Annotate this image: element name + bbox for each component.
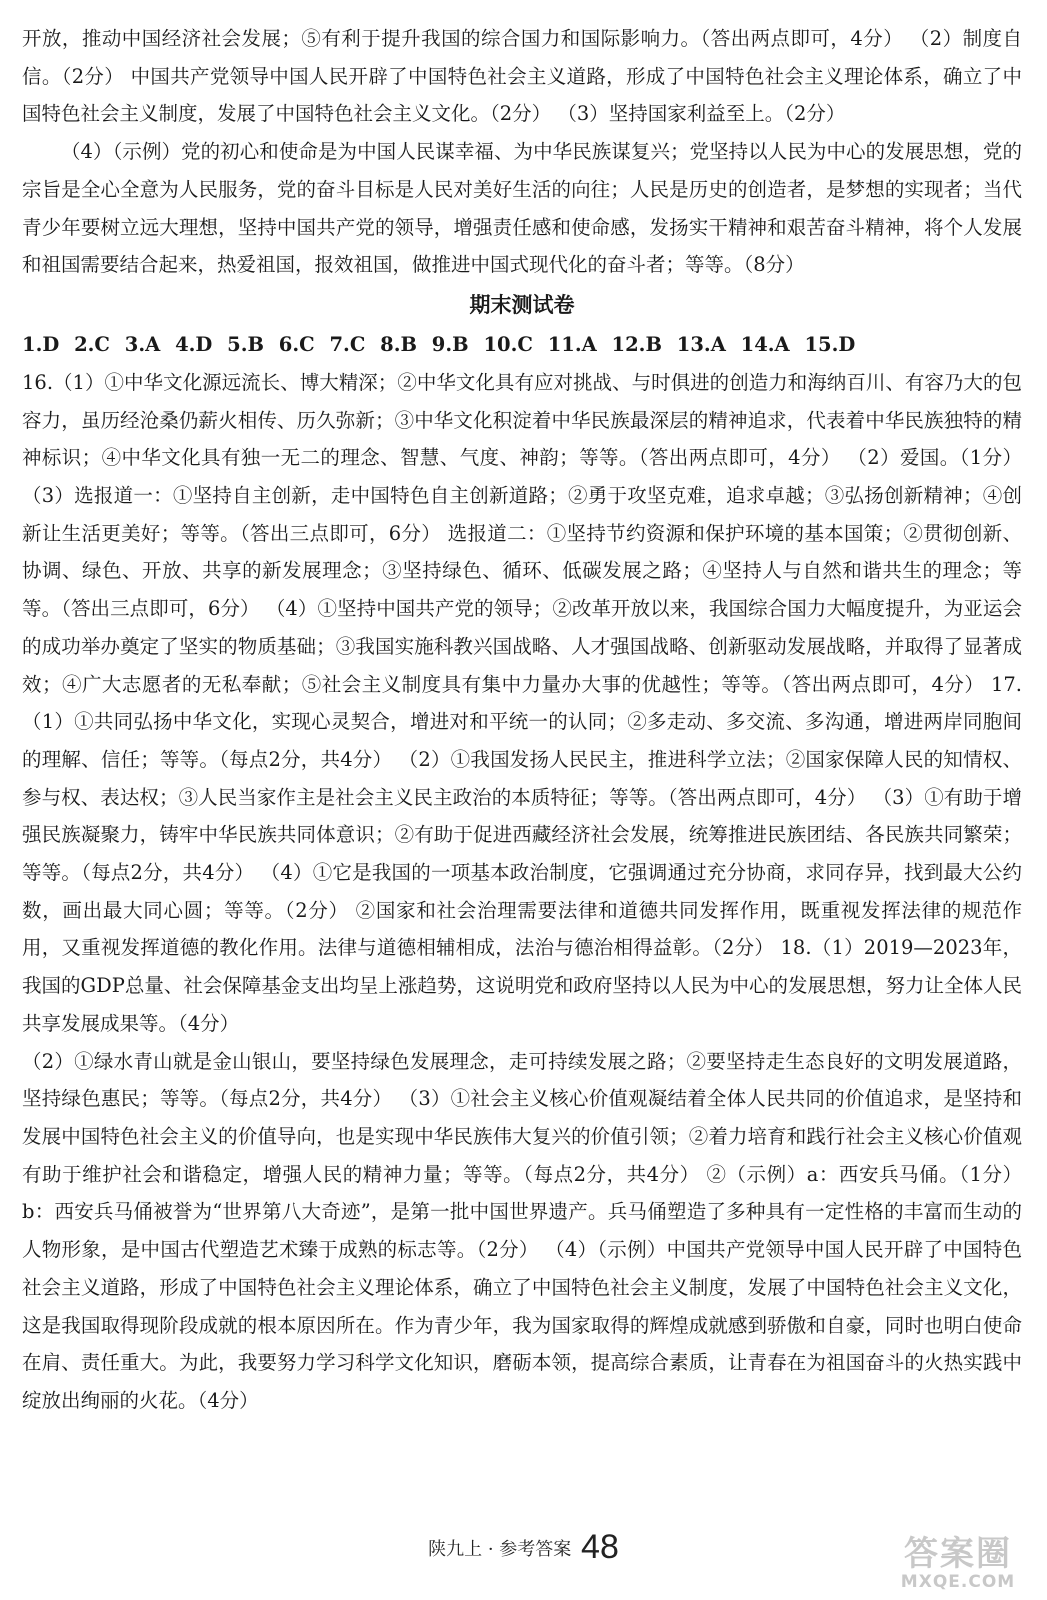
mc-answer: 7.C <box>329 332 366 356</box>
page-number: 48 <box>581 1528 619 1566</box>
mc-answer: 14.A <box>740 332 790 356</box>
answer-paragraph: 开放，推动中国经济社会发展；⑤有利于提升我国的综合国力和国际影响力。（答出两点即可，4分） （2）制度自信。（2分） 中国共产党领导中国人民开辟了中国特色社会主义道路，形成了中国特色社会主义理论体系，确立了中国特色社会主义制度，发展了中国特色社会主义文化。（2分） （3）坚持国家利益至上。（2分） <box>22 27 1022 126</box>
answer-paragraph: （4）（示例）党的初心和使命是为中国人民谋幸福、为中华民族谋复兴；党坚持以人民为中心的发展思想，党的宗旨是全心全意为人民服务，党的奋斗目标是人民对美好生活的向往；人民是历史的创造者，是梦想的实现者；当代青少年要树立远大理想，坚持中国共产党的领导，增强责任感和使命感，发扬实干精神和艰苦奋斗精神，将个人发展和祖国需要结合起来，热爱祖国，报效祖国，做推进中国式现代化的奋斗者；等等。（8分） <box>22 140 1022 277</box>
answer-paragraph: 16.（1）①中华文化源远流长、博大精深；②中华文化具有应对挑战、与时俱进的创造力和海纳百川、有容乃大的包容力，虽历经沧桑仍薪火相传、历久弥新；③中华文化积淀着中华民族最深层的精神追求，代表着中华民族独特的精神标识；④中华文化具有独一无二的理念、智慧、气度、神韵；等等。（答出两点即可，4分） （2）爱国。（1分） （3）选报道一：①坚持自主创新，走中国特色自主创新道路；②勇于攻坚克难，追求卓越；③弘扬创新精神；④创新让生活更美好；等等。（答出三点即可，6分） 选报道二：①坚持节约资源和保护环境的基本国策；②贯彻创新、协调、绿色、开放、共享的新发展理念；③坚持绿色、循环、低碳发展之路；④坚持人与自然和谐共生的理念；等等。（答出三点即可，6分） （4）①坚持中国共产党的领导；②改革开放以来，我国综合国力大幅度提升，为亚运会的成功举办奠定了坚实的物质基础；③我国实施科教兴国战略、人才强国战略、创新驱动发展战略，并取得了显著成效；④广大志愿者的无私奉献；⑤社会主义制度具有集中力量办大事的优越性；等等。（答出两点即可，4分） 17.（1）①共同弘扬中华文化，实现心灵契合，增进对和平统一的认同；②多走动、多交流、多沟通，增进两岸同胞间的理解、信任；等等。（每点2分，共4分） （2）①我国发扬人民民主，推进科学立法；②国家保障人民的知情权、参与权、表达权；③人民当家作主是社会主义民主政治的本质特征；等等。（答出两点即可，4分） （3）①有助于增强民族凝聚力，铸牢中华民族共同体意识；②有助于促进西藏经济社会发展，统筹推进民族团结、各民族共同繁荣；等等。（每点2分，共4分） （4）①它是我国的一项基本政治制度，它强调通过充分协商，求同存异，找到最大公约数，画出最大同心圆；等等。（2分） ②国家和社会治理需要法律和道德共同发挥作用，既重视发挥法律的规范作用，又重视发挥道德的教化作用。法律与道德相辅相成，法治与德治相得益彰。（2分） 18.（1）2019—2023年，我国的GDP总量、社会保障基金支出均呈上涨趋势，这说明党和政府坚持以人民为中心的发展思想，努力让全体人民共享发展成果等。（4分） <box>22 370 1022 1035</box>
mc-answer: 4.D <box>175 332 213 356</box>
mc-answer: 1.D <box>22 332 60 356</box>
mc-answer: 8.B <box>380 332 417 356</box>
mc-answer: 5.B <box>227 332 264 356</box>
mc-answer: 10.C <box>483 332 533 356</box>
mc-answer: 15.D <box>804 332 856 356</box>
watermark-logo <box>883 1536 1033 1594</box>
mc-answer: 12.B <box>611 332 662 356</box>
mc-answer: 13.A <box>676 332 726 356</box>
mc-answer: 2.C <box>74 332 110 356</box>
mc-answer: 9.B <box>431 332 469 356</box>
answer-paragraph: （2）①绿水青山就是金山银山，要坚持绿色发展理念，走可持续发展之路；②要坚持走生态良好的文明发展道路，坚持绿色惠民；等等。（每点2分，共4分） （3）①社会主义核心价值观凝结着全体人民共同的价值追求，是坚持和发展中国特色社会主义的价值导向，也是实现中华民族伟大复兴的价值引领；②着力培育和践行社会主义核心价值观有助于维护社会和谐稳定，增强人民的精神力量；等等。（每点2分，共4分） ②（示例）a：西安兵马俑。（1分）b：西安兵马俑被誉为“世界第八大奇迹”，是第一批中国世界遗产。兵马俑塑造了多种具有一定性格的丰富而生动的人物形象，是中国古代塑造艺术臻于成熟的标志等。（2分） （4）（示例）中国共产党领导中国人民开辟了中国特色社会主义道路，形成了中国特色社会主义理论体系，确立了中国特色社会主义制度，发展了中国特色社会主义文化，这是我国取得现阶段成就的根本原因所在。作为青少年，我为国家取得的辉煌成就感到骄傲和自豪，同时也明白使命在肩、责任重大。为此，我要努力学习科学文化知识，磨砺本领，提高综合素质，让青春在为祖国奋斗的火热实践中绽放出绚丽的火花。（4分） <box>22 1049 1022 1412</box>
footer-label: 陕九上 · 参考答案 <box>428 1539 572 1560</box>
multiple-choice-answers <box>22 326 1022 364</box>
mc-answer: 11.A <box>547 332 597 356</box>
watermark-url: MXQE.COM <box>900 1572 1016 1592</box>
watermark-logo-text: 答案圈 <box>904 1534 1012 1574</box>
mc-answer: 6.C <box>278 332 315 356</box>
mc-answer: 3.A <box>124 332 161 356</box>
answer-page <box>22 20 1022 1420</box>
section-title: 期末测试卷 <box>469 292 575 317</box>
